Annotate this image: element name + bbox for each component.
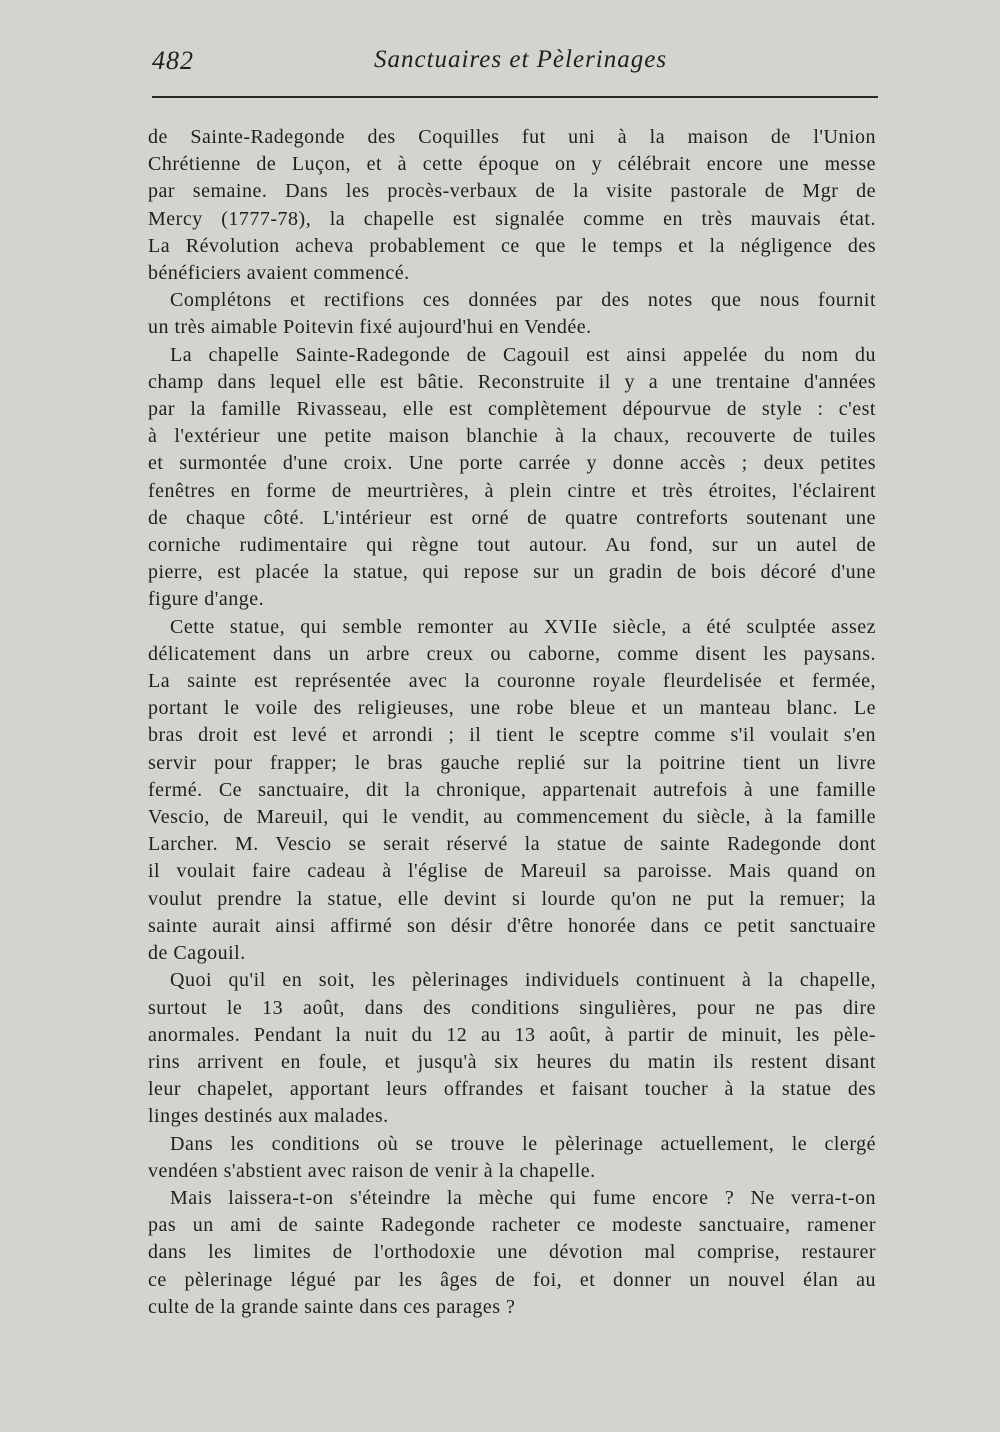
paragraph [148, 967, 876, 1130]
paragraph [148, 614, 876, 968]
text-line: leur chapelet, apportant leurs offrandes et faisant toucher à la statue des [148, 1078, 876, 1101]
text-line: Chrétienne de Luçon, et à cette époque on y célébrait encore une messe [148, 153, 876, 176]
text-line: rins arrivent en foule, et jusqu'à six heures du matin ils restent disant [148, 1050, 876, 1073]
text-line: dans les limites de l'orthodoxie une dévotion mal comprise, restaurer [148, 1241, 876, 1264]
body-text [148, 124, 876, 1321]
text-line: portant le voile des religieuses, une robe bleue et un manteau blanc. Le [148, 697, 876, 720]
paragraph [148, 287, 876, 341]
text-line: vendéen s'abstient avec raison de venir à la chapelle. [148, 1159, 596, 1182]
header-rule [152, 96, 878, 98]
text-line: Mais laissera-t-on s'éteindre la mèche qui fume encore ? Ne verra-t-on [170, 1186, 876, 1209]
paragraph [148, 1185, 876, 1321]
text-line: à l'extérieur une petite maison blanchie à la chaux, recouverte de tuiles [148, 425, 876, 448]
text-line: La sainte est représentée avec la couronne royale fleurdelisée et fermée, [148, 670, 876, 693]
text-line: fermé. Ce sanctuaire, dit la chronique, appartenait autrefois à une famille [148, 778, 876, 801]
text-line: servir pour frapper; le bras gauche replié sur la poitrine tient un livre [148, 751, 876, 774]
running-title: Sanctuaires et Pèlerinages [374, 46, 668, 73]
text-line: La Révolution acheva probablement ce que le temps et la négligence des [148, 234, 876, 257]
text-line: Larcher. M. Vescio se serait réservé la statue de sainte Radegonde dont [148, 833, 876, 856]
paragraph [148, 124, 876, 287]
text-line: La chapelle Sainte-Radegonde de Cagouil est ainsi appelée du nom du [170, 343, 876, 366]
text-line: Mercy (1777-78), la chapelle est signalée comme en très mauvais état. [148, 207, 876, 230]
text-line: Vescio, de Mareuil, qui le vendit, au commencement du siècle, à la famille [148, 806, 876, 829]
text-line: champ dans lequel elle est bâtie. Reconstruite il y a une trentaine d'années [148, 370, 876, 393]
text-line: par semaine. Dans les procès-verbaux de la visite pastorale de Mgr de [148, 180, 876, 203]
text-line: Quoi qu'il en soit, les pèlerinages individuels continuent à la chapelle, [170, 969, 876, 992]
text-line: sainte aurait ainsi affirmé son désir d'être honorée dans ce petit sanctuaire [148, 914, 876, 937]
page-number: 482 [152, 46, 194, 75]
text-line: surtout le 13 août, dans des conditions singulières, pour ne pas dire [148, 996, 876, 1019]
text-line: anormales. Pendant la nuit du 12 au 13 août, à partir de minuit, les pèle- [148, 1023, 876, 1046]
text-line: linges destinés aux malades. [148, 1105, 389, 1128]
text-line: pas un ami de sainte Radegonde racheter ce modeste sanctuaire, ramener [148, 1214, 876, 1237]
text-line: de Cagouil. [148, 942, 246, 965]
text-line: figure d'ange. [148, 588, 265, 611]
paragraph [148, 342, 876, 614]
page-header [152, 42, 880, 82]
text-line: et surmontée d'une croix. Une porte carrée y donne accès ; deux petites [148, 452, 876, 475]
text-line: bénéficiers avaient commencé. [148, 262, 410, 285]
text-line: corniche rudimentaire qui règne tout autour. Au fond, sur un autel de [148, 534, 876, 557]
text-line: culte de la grande sainte dans ces parages ? [148, 1295, 516, 1318]
text-line: Complétons et rectifions ces données par des notes que nous fournit [170, 289, 876, 312]
text-line: fenêtres en forme de meurtrières, à plein cintre et très étroites, l'éclairent [148, 479, 876, 502]
text-line: un très aimable Poitevin fixé aujourd'hui en Vendée. [148, 316, 592, 339]
text-line: il voulait faire cadeau à l'église de Mareuil sa paroisse. Mais quand on [148, 860, 876, 883]
paragraph [148, 1131, 876, 1185]
text-line: délicatement dans un arbre creux ou caborne, comme disent les paysans. [148, 642, 876, 665]
text-line: Dans les conditions où se trouve le pèlerinage actuellement, le clergé [170, 1132, 876, 1155]
text-line: pierre, est placée la statue, qui repose sur un gradin de bois décoré d'une [148, 561, 876, 584]
text-line: Cette statue, qui semble remonter au XVIIe siècle, a été sculptée assez [170, 615, 876, 638]
text-line: de Sainte-Radegonde des Coquilles fut uni à la maison de l'Union [148, 126, 876, 148]
text-line: par la famille Rivasseau, elle est complètement dépourvue de style : c'est [148, 398, 876, 421]
text-line: de chaque côté. L'intérieur est orné de quatre contreforts soutenant une [148, 506, 876, 529]
text-line: bras droit est levé et arrondi ; il tient le sceptre comme s'il voulait s'en [148, 724, 876, 747]
text-line: voulut prendre la statue, elle devint si lourde qu'on ne put la remuer; la [148, 887, 876, 910]
text-line: ce pèlerinage légué par les âges de foi, et donner un nouvel élan au [148, 1268, 876, 1291]
